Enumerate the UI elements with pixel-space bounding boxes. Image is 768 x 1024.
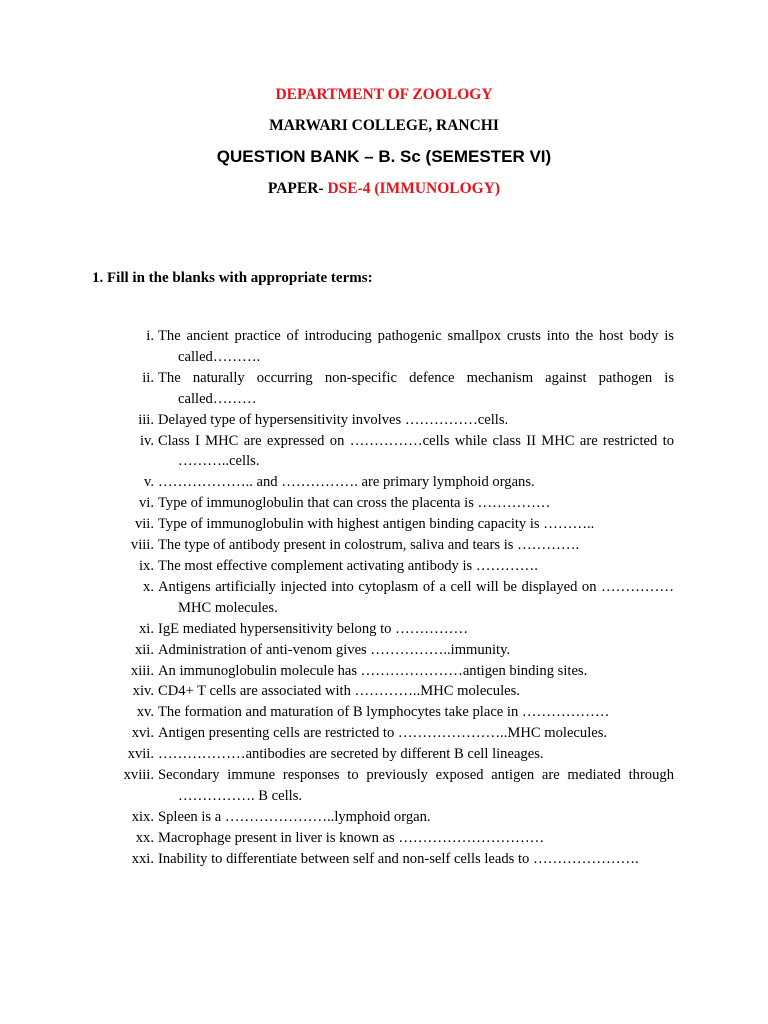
college-heading: MARWARI COLLEGE, RANCHI — [269, 117, 499, 134]
question-item — [142, 368, 674, 410]
paper-prefix: PAPER- — [267, 180, 324, 197]
question-number: xix. — [131, 808, 154, 825]
question-item — [139, 619, 674, 640]
question-item — [131, 723, 674, 744]
question-number: iv. — [139, 432, 154, 449]
question-text: Secondary immune responses to previously exposed antigen are mediated through ……………. B cells. — [158, 767, 674, 804]
question-text: The naturally occurring non-specific defence mechanism against pathogen is called……… — [158, 369, 674, 407]
question-number: xii. — [134, 641, 154, 658]
question-number: i. — [146, 328, 154, 344]
question-list — [0, 326, 768, 870]
question-item — [131, 849, 674, 870]
question-text: Administration of anti-venom gives ……………..immunity. — [158, 641, 511, 658]
question-item — [134, 640, 674, 661]
question-item — [139, 493, 674, 514]
question-text: Delayed type of hypersensitivity involves ……………cells. — [158, 411, 509, 428]
question-text: The formation and maturation of B lymphocytes take place in ……………… — [158, 704, 610, 721]
question-number: vi. — [139, 495, 154, 512]
question-text: The type of antibody present in colostrum, saliva and tears is …………. — [158, 537, 580, 554]
question-number: viii. — [130, 537, 154, 554]
question-text: Spleen is a …………………..lymphoid organ. — [158, 808, 431, 825]
question-text: An immunoglobulin molecule has …………………antigen binding sites. — [158, 662, 588, 679]
question-text: CD4+ T cells are associated with …………..MHC molecules. — [158, 683, 520, 700]
department-heading: DEPARTMENT OF ZOOLOGY — [275, 86, 493, 103]
paper-name: DSE-4 (IMMUNOLOGY) — [327, 180, 501, 197]
question-item — [131, 807, 674, 828]
question-number: xvi. — [131, 725, 154, 742]
question-number: ix. — [139, 557, 154, 574]
question-item — [146, 326, 674, 368]
question-item — [134, 514, 674, 535]
question-number: vii. — [134, 516, 154, 533]
question-text: Type of immunoglobulin that can cross the placenta is …………… — [158, 495, 551, 512]
question-number: xxi. — [131, 850, 154, 867]
question-item — [144, 472, 674, 493]
question-text: ………………antibodies are secreted by different B cell lineages. — [158, 746, 544, 763]
question-text: Type of immunoglobulin with highest antigen binding capacity is ……….. — [158, 516, 595, 533]
question-number: xi. — [139, 620, 154, 637]
question-item — [132, 681, 674, 702]
question-number: v. — [144, 474, 154, 491]
question-text: ……………….. and ……………. are primary lymphoid organs. — [158, 474, 535, 491]
question-number: iii. — [138, 411, 154, 428]
question-number: xviii. — [123, 767, 154, 784]
question-text: Antigen presenting cells are restricted to …………………..MHC molecules. — [158, 725, 608, 742]
section-title: 1. Fill in the blanks with appropriate terms: — [92, 270, 373, 286]
question-number: xiv. — [132, 683, 154, 700]
question-item — [139, 556, 674, 577]
question-number: xv. — [136, 704, 154, 721]
question-item — [139, 431, 674, 473]
question-item — [127, 744, 674, 765]
question-text: Macrophage present in liver is known as ………………………… — [158, 829, 545, 846]
question-item — [143, 577, 674, 619]
question-text: The most effective complement activating antibody is …………. — [158, 557, 538, 574]
question-number: xx. — [135, 829, 154, 846]
question-item — [130, 535, 674, 556]
question-number: ii. — [142, 369, 154, 386]
question-number: x. — [143, 578, 154, 595]
question-item — [123, 765, 674, 807]
question-text: Inability to differentiate between self and non-self cells leads to …………………. — [158, 850, 639, 867]
question-number: xvii. — [127, 746, 154, 763]
paper-heading — [0, 180, 768, 198]
question-text: The ancient practice of introducing pathogenic smallpox crusts into the host body is called………. — [158, 328, 674, 365]
question-text: Antigens artificially injected into cytoplasm of a cell will be displayed on ……………MHC molecules. — [158, 578, 674, 616]
question-bank-title: QUESTION BANK – B. Sc (SEMESTER VI) — [216, 147, 552, 166]
question-text: Class I MHC are expressed on ……………cells while class II MHC are restricted to ………..cells. — [158, 432, 674, 470]
question-item — [138, 410, 674, 431]
question-item — [135, 828, 674, 849]
question-text: IgE mediated hypersensitivity belong to …………… — [158, 620, 469, 637]
question-number: xiii. — [130, 662, 154, 679]
question-item — [130, 661, 674, 682]
question-item — [136, 702, 674, 723]
